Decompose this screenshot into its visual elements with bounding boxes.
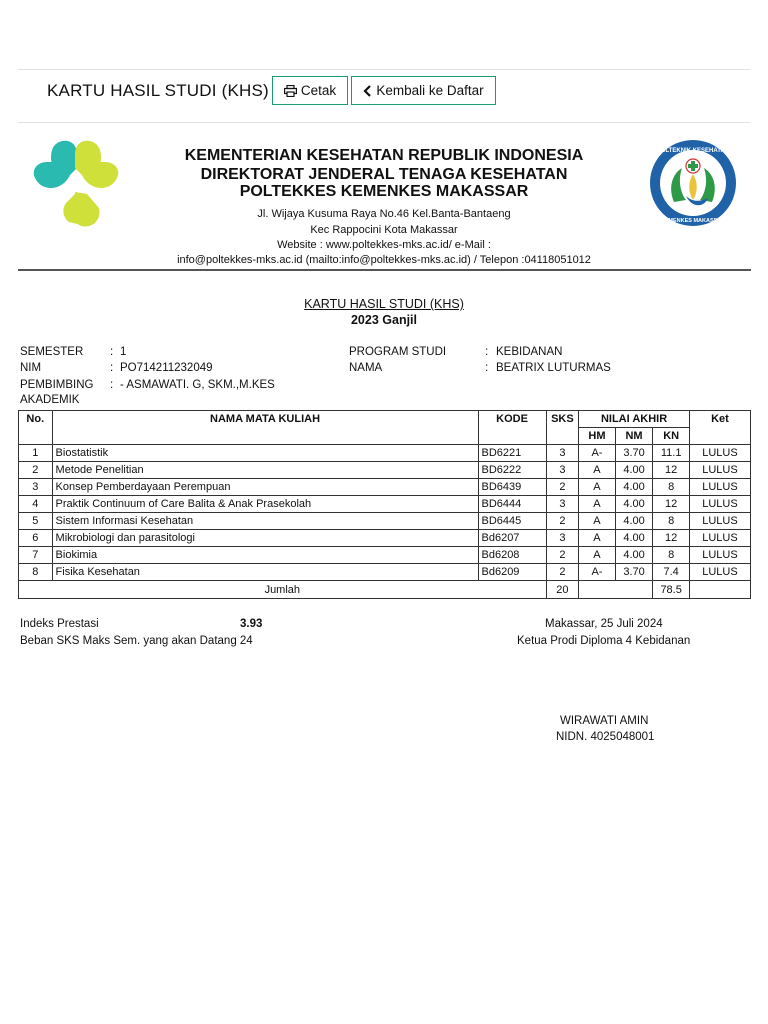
seal-top-text: POLTEKNIK KESEHATAN bbox=[656, 148, 730, 154]
cell-course: Biokimia bbox=[52, 547, 478, 564]
ip-value: 3.93 bbox=[240, 618, 263, 630]
seal-bottom-text: KEMENKES MAKASSAR bbox=[660, 218, 726, 224]
cell-code: Bd6207 bbox=[478, 530, 546, 547]
kop-ministry: KEMENTERIAN KESEHATAN REPUBLIK INDONESIA bbox=[184, 147, 584, 164]
cell-ket: LULUS bbox=[689, 496, 750, 513]
cell-no: 7 bbox=[19, 547, 53, 564]
cell-course: Metode Penelitian bbox=[52, 462, 478, 479]
col-header-ket: Ket bbox=[689, 411, 750, 445]
cell-sks: 2 bbox=[546, 479, 579, 496]
printer-icon bbox=[284, 85, 297, 97]
col-header-course: NAMA MATA KULIAH bbox=[52, 411, 478, 445]
kop-institution: POLTEKKES KEMENKES MAKASSAR bbox=[239, 183, 529, 200]
table-row bbox=[19, 547, 751, 564]
place-date: Makassar, 25 Juli 2024 bbox=[545, 618, 663, 630]
cell-kn: 11.1 bbox=[653, 445, 690, 462]
cell-nm: 3.70 bbox=[615, 564, 653, 581]
cell-sks: 3 bbox=[546, 530, 579, 547]
cell-no: 1 bbox=[19, 445, 53, 462]
table-row bbox=[19, 530, 751, 547]
table-row bbox=[19, 445, 751, 462]
cell-hm: A bbox=[579, 462, 616, 479]
cell-sks: 2 bbox=[546, 513, 579, 530]
cell-nm: 4.00 bbox=[615, 479, 653, 496]
nim-label: NIM bbox=[20, 362, 42, 374]
cell-sks: 3 bbox=[546, 445, 579, 462]
cell-ket: LULUS bbox=[689, 479, 750, 496]
cell-code: BD6445 bbox=[478, 513, 546, 530]
cell-code: Bd6208 bbox=[478, 547, 546, 564]
cell-ket: LULUS bbox=[689, 445, 750, 462]
grades-table-wrapper bbox=[18, 410, 751, 599]
table-row bbox=[19, 496, 751, 513]
col-header-final: NILAI AKHIR bbox=[579, 411, 690, 428]
advisor-value: - ASMAWATI. G, SKM.,M.KES bbox=[120, 379, 275, 391]
page-toolbar bbox=[18, 69, 751, 123]
cell-kn: 8 bbox=[653, 513, 690, 530]
col-header-sks: SKS bbox=[546, 411, 579, 445]
cell-hm: A bbox=[579, 530, 616, 547]
cell-course: Praktik Continuum of Care Balita & Anak Prasekolah bbox=[52, 496, 478, 513]
cell-course: Mikrobiologi dan parasitologi bbox=[52, 530, 478, 547]
semester-label: SEMESTER bbox=[20, 346, 84, 358]
next-load-text: Beban SKS Maks Sem. yang akan Datang 24 bbox=[20, 635, 253, 647]
advisor-label-1: PEMBIMBING bbox=[20, 379, 94, 391]
kop-directorate: DIREKTORAT JENDERAL TENAGA KESEHATAN bbox=[200, 166, 568, 183]
table-total-row bbox=[19, 581, 751, 599]
table-row bbox=[19, 479, 751, 496]
grades-table bbox=[18, 410, 751, 599]
program-sep: : bbox=[485, 346, 489, 358]
cell-ket: LULUS bbox=[689, 564, 750, 581]
total-spacer bbox=[579, 581, 653, 599]
col-header-nm: NM bbox=[615, 428, 653, 445]
cell-code: Bd6209 bbox=[478, 564, 546, 581]
cell-course: Fisika Kesehatan bbox=[52, 564, 478, 581]
cell-course: Biostatistik bbox=[52, 445, 478, 462]
cell-hm: A bbox=[579, 513, 616, 530]
cell-ket: LULUS bbox=[689, 513, 750, 530]
document-period: 2023 Ganjil bbox=[350, 313, 417, 327]
print-button-label: Cetak bbox=[300, 83, 337, 98]
cell-nm: 4.00 bbox=[615, 496, 653, 513]
program-label: PROGRAM STUDI bbox=[349, 346, 447, 358]
signer-id: NIDN. 4025048001 bbox=[556, 731, 655, 743]
total-ket-empty bbox=[689, 581, 750, 599]
cell-sks: 2 bbox=[546, 564, 579, 581]
print-button[interactable] bbox=[272, 76, 348, 105]
nim-value: PO714211232049 bbox=[120, 362, 213, 374]
cell-hm: A bbox=[579, 547, 616, 564]
cell-hm: A- bbox=[579, 445, 616, 462]
table-header-row bbox=[19, 411, 751, 428]
ip-label: Indeks Prestasi bbox=[20, 618, 99, 630]
advisor-sep: : bbox=[110, 379, 114, 391]
cell-nm: 4.00 bbox=[615, 462, 653, 479]
back-to-list-button[interactable] bbox=[351, 76, 496, 105]
cell-nm: 4.00 bbox=[615, 547, 653, 564]
kop-address-2: Kec Rappocini Kota Makassar bbox=[310, 224, 458, 236]
cell-no: 4 bbox=[19, 496, 53, 513]
cell-code: BD6222 bbox=[478, 462, 546, 479]
cell-sks: 3 bbox=[546, 496, 579, 513]
semester-value: 1 bbox=[120, 346, 127, 358]
cell-hm: A bbox=[579, 496, 616, 513]
cell-kn: 8 bbox=[653, 479, 690, 496]
program-value: KEBIDANAN bbox=[496, 346, 563, 358]
cell-no: 6 bbox=[19, 530, 53, 547]
table-row bbox=[19, 513, 751, 530]
total-sks: 20 bbox=[546, 581, 579, 599]
name-label: NAMA bbox=[349, 362, 383, 374]
cell-nm: 4.00 bbox=[615, 513, 653, 530]
page-title: KARTU HASIL STUDI (KHS) bbox=[47, 81, 269, 100]
cell-code: BD6221 bbox=[478, 445, 546, 462]
cell-kn: 12 bbox=[653, 496, 690, 513]
kop-website: Website : www.poltekkes-mks.ac.id/ e-Mail : bbox=[277, 239, 491, 251]
name-sep: : bbox=[485, 362, 489, 374]
cell-kn: 8 bbox=[653, 547, 690, 564]
signer-title: Ketua Prodi Diploma 4 Kebidanan bbox=[517, 635, 691, 647]
cell-nm: 4.00 bbox=[615, 530, 653, 547]
cell-course: Sistem Informasi Kesehatan bbox=[52, 513, 478, 530]
cell-ket: LULUS bbox=[689, 462, 750, 479]
col-header-kn: KN bbox=[653, 428, 690, 445]
kop-divider bbox=[18, 269, 751, 271]
col-header-no: No. bbox=[19, 411, 53, 445]
back-button-label: Kembali ke Daftar bbox=[376, 83, 484, 98]
cell-ket: LULUS bbox=[689, 530, 750, 547]
cell-sks: 2 bbox=[546, 547, 579, 564]
cell-no: 3 bbox=[19, 479, 53, 496]
table-row bbox=[19, 462, 751, 479]
cell-kn: 12 bbox=[653, 462, 690, 479]
cell-code: BD6439 bbox=[478, 479, 546, 496]
col-header-hm: HM bbox=[579, 428, 616, 445]
cell-nm: 3.70 bbox=[615, 445, 653, 462]
nim-sep: : bbox=[110, 362, 114, 374]
cell-no: 5 bbox=[19, 513, 53, 530]
table-row bbox=[19, 564, 751, 581]
name-value: BEATRIX LUTURMAS bbox=[496, 362, 611, 374]
cell-code: BD6444 bbox=[478, 496, 546, 513]
chevron-left-icon bbox=[363, 85, 372, 97]
cell-hm: A bbox=[579, 479, 616, 496]
cell-course: Konsep Pemberdayaan Perempuan bbox=[52, 479, 478, 496]
cell-kn: 12 bbox=[653, 530, 690, 547]
cell-no: 2 bbox=[19, 462, 53, 479]
signer-name: WIRAWATI AMIN bbox=[560, 715, 649, 727]
total-label: Jumlah bbox=[19, 581, 547, 599]
cell-sks: 3 bbox=[546, 462, 579, 479]
cell-ket: LULUS bbox=[689, 547, 750, 564]
cell-hm: A- bbox=[579, 564, 616, 581]
total-kn: 78.5 bbox=[653, 581, 690, 599]
kop-contact: info@poltekkes-mks.ac.id (mailto:info@poltekkes-mks.ac.id) / Telepon :04118051012 bbox=[177, 254, 591, 266]
cell-kn: 7.4 bbox=[653, 564, 690, 581]
col-header-code: KODE bbox=[478, 411, 546, 445]
advisor-label-2: AKADEMIK bbox=[20, 394, 80, 406]
kop-address-1: Jl. Wijaya Kusuma Raya No.46 Kel.Banta-Bantaeng bbox=[257, 208, 511, 220]
document-title: KARTU HASIL STUDI (KHS) bbox=[304, 297, 464, 311]
cell-no: 8 bbox=[19, 564, 53, 581]
semester-sep: : bbox=[110, 346, 114, 358]
